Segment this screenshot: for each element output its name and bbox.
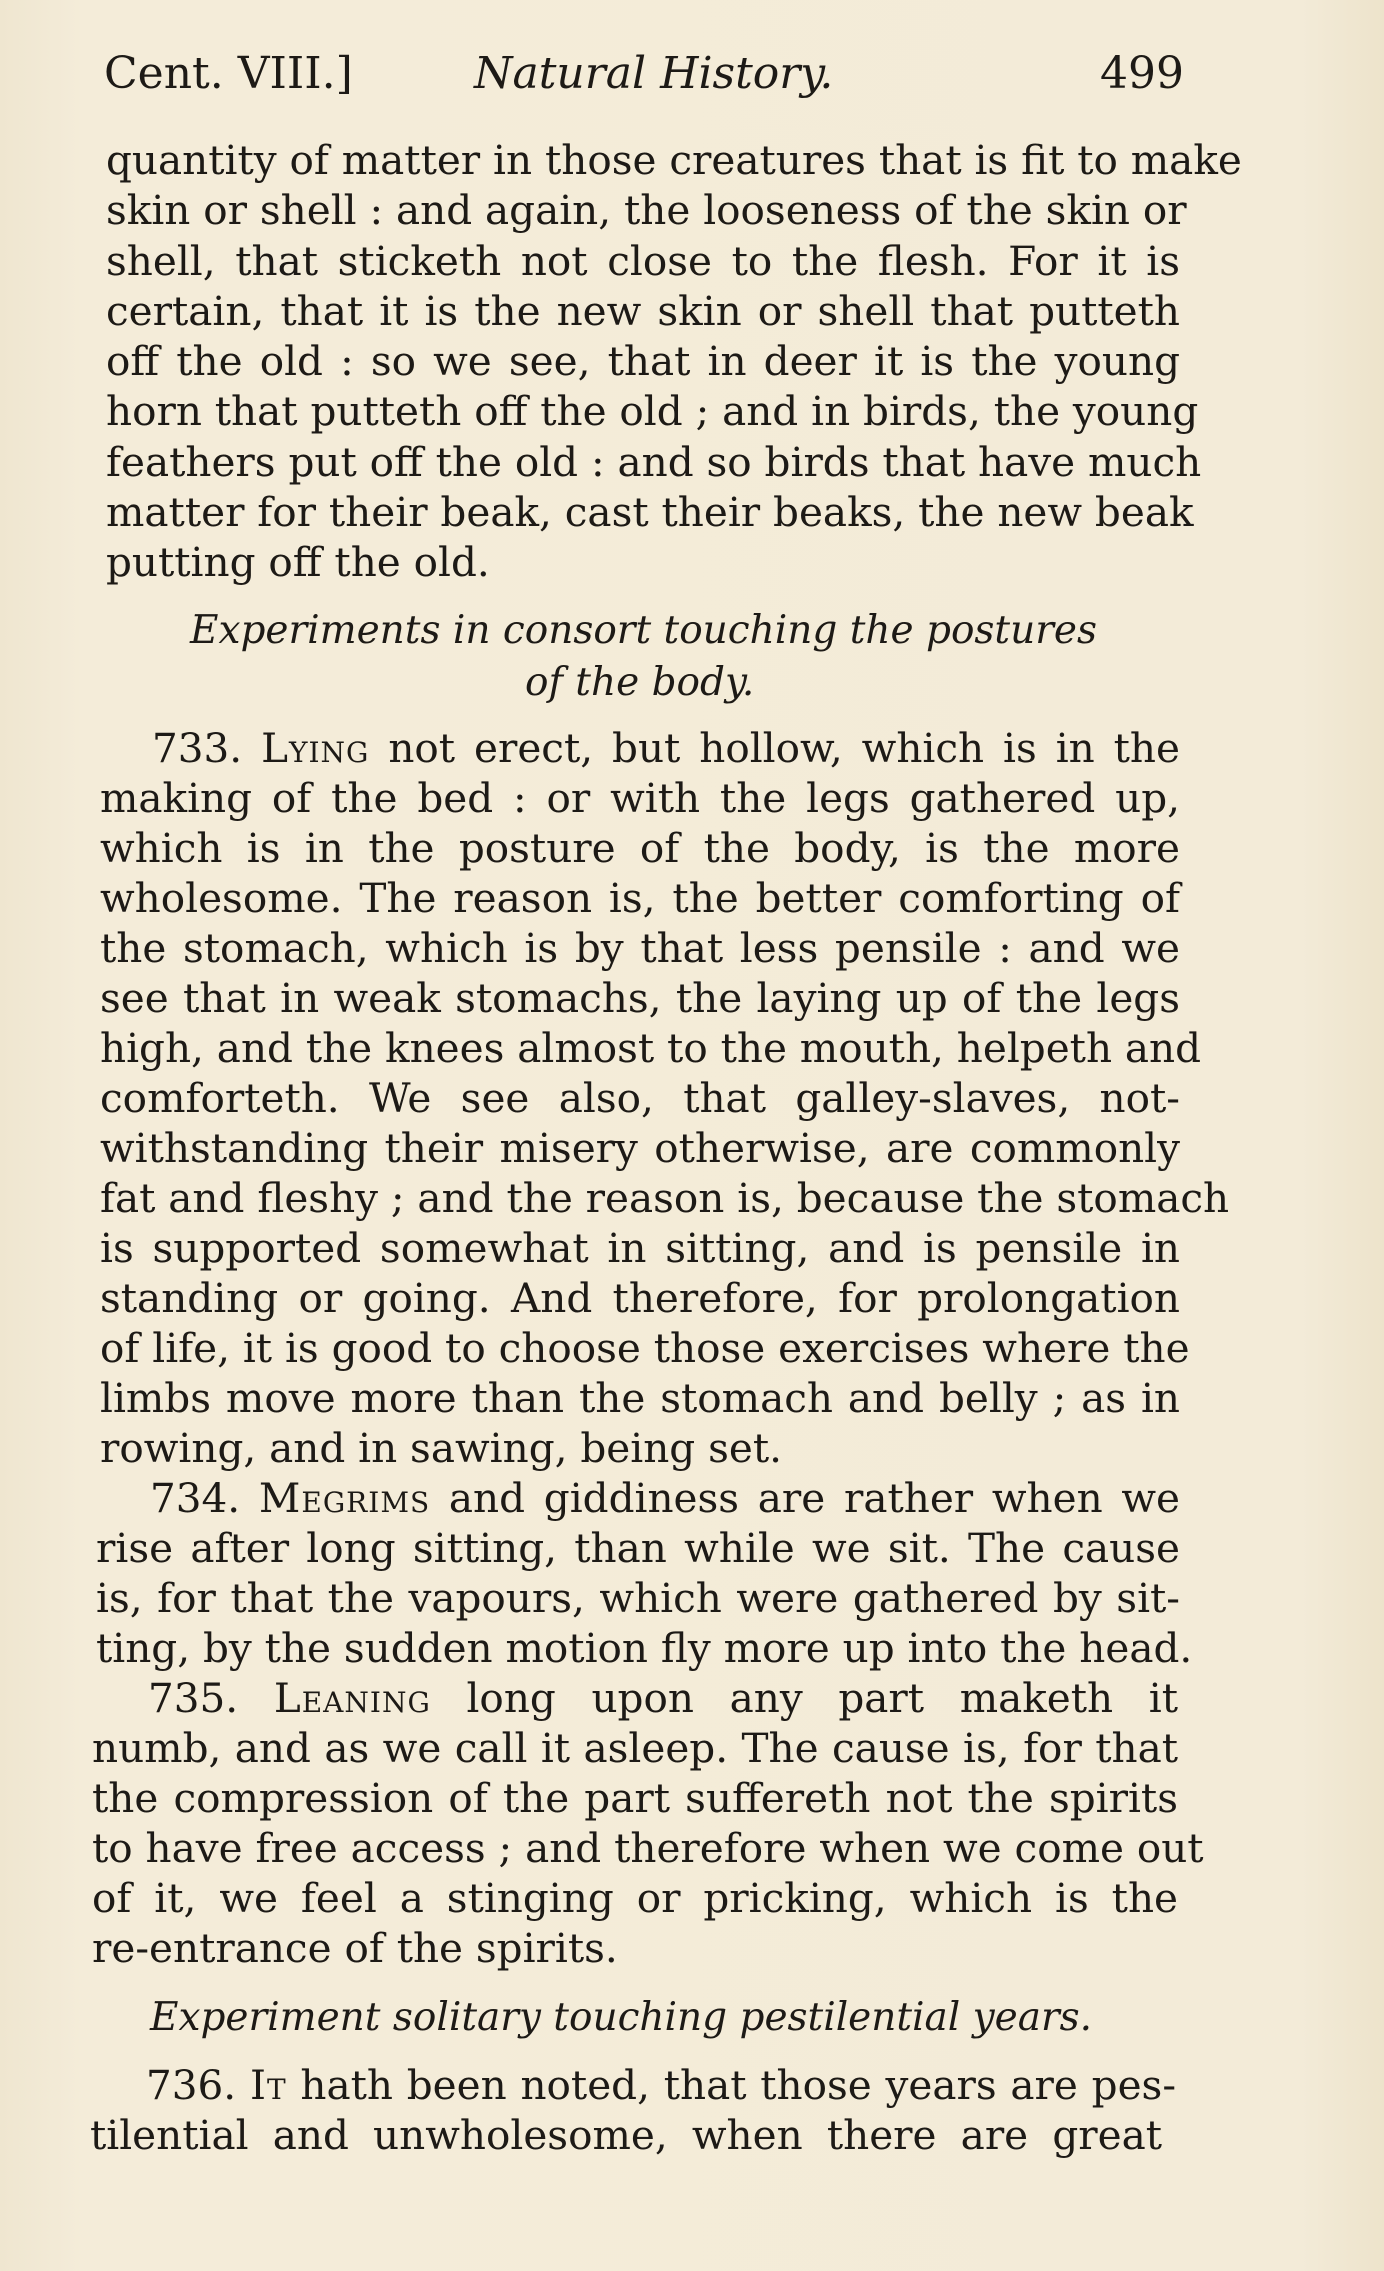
text-line: fat and fleshy ; and the reason is, because the stomach	[100, 1174, 1230, 1222]
paragraph-first-line-text: hath been noted, that those years are pes-	[300, 2061, 1177, 2109]
page-number: 499	[1100, 48, 1184, 99]
text-line: off the old : so we see, that in deer it is the young	[106, 337, 1180, 385]
paragraph-lead-word: Leaning	[273, 1674, 431, 1722]
paragraph-number: 735.	[148, 1674, 239, 1722]
text-line: limbs move more than the stomach and belly ; as in	[100, 1374, 1180, 1422]
paragraph-first-line-text: long upon any part maketh it	[466, 1674, 1179, 1722]
running-header-left: Cent. VIII.]	[104, 48, 353, 99]
paragraph-lead-word: Lying	[261, 724, 370, 772]
paragraph-first-line	[152, 723, 1180, 773]
running-header	[104, 48, 1184, 118]
paragraph-number: 736.	[146, 2061, 237, 2109]
text-line: putting off the old.	[106, 538, 490, 586]
text-line: see that in weak stomachs, the laying up of the legs	[100, 974, 1180, 1022]
text-line: horn that putteth off the old ; and in birds, the young	[106, 387, 1199, 435]
paragraph-lead-word: It	[249, 2061, 287, 2109]
text-line: high, and the knees almost to the mouth, helpeth and	[100, 1024, 1202, 1072]
text-line: ting, by the sudden motion fly more up into the head.	[96, 1624, 1193, 1672]
paragraph-first-line	[150, 1473, 1180, 1523]
paragraph-number: 733.	[152, 724, 243, 772]
text-line: of it, we feel a stinging or pricking, which is the	[92, 1874, 1178, 1922]
section-heading: Experiments in consort touching the postures	[190, 608, 1097, 653]
paragraph-first-line	[148, 1673, 1178, 1723]
running-header-title: Natural History.	[474, 48, 834, 99]
text-line: of life, it is good to choose those exercises where the	[100, 1324, 1190, 1372]
text-line: feathers put off the old : and so birds that have much	[106, 438, 1202, 486]
paragraph-first-line-text: not erect, but hollow, which is in the	[388, 724, 1180, 772]
paragraph-first-line	[146, 2060, 1176, 2110]
text-line: is supported somewhat in sitting, and is pensile in	[100, 1224, 1180, 1272]
text-line: is, for that the vapours, which were gathered by sit-	[96, 1574, 1180, 1622]
text-line: shell, that sticketh not close to the flesh. For it is	[106, 237, 1180, 285]
text-line: which is in the posture of the body, is the more	[100, 824, 1180, 872]
section-heading-continued: of the body.	[525, 660, 755, 705]
text-line: withstanding their misery otherwise, are commonly	[100, 1124, 1180, 1172]
text-line: comforteth. We see also, that galley-slaves, not-	[100, 1074, 1180, 1122]
text-line: rowing, and in sawing, being set.	[100, 1424, 782, 1472]
text-line: matter for their beak, cast their beaks, the new beak	[106, 488, 1194, 536]
text-line: the compression of the part suffereth not the spirits	[92, 1774, 1178, 1822]
text-line: numb, and as we call it asleep. The cause is, for that	[92, 1724, 1178, 1772]
text-line: re-entrance of the spirits.	[92, 1924, 618, 1972]
text-line: skin or shell : and again, the looseness of the skin or	[106, 186, 1187, 234]
paragraph-lead-word: Megrims	[258, 1474, 431, 1522]
text-line: rise after long sitting, than while we sit. The cause	[96, 1524, 1180, 1572]
text-line: the stomach, which is by that less pensile : and we	[100, 924, 1180, 972]
text-line: standing or going. And therefore, for prolongation	[100, 1274, 1180, 1322]
paragraph-first-line-text: and giddiness are rather when we	[448, 1474, 1181, 1522]
section-heading: Experiment solitary touching pestilential years.	[150, 1995, 1093, 2040]
text-line: certain, that it is the new skin or shell that putteth	[106, 287, 1180, 335]
paragraph-number: 734.	[150, 1474, 241, 1522]
text-line: quantity of matter in those creatures that is fit to make	[106, 136, 1242, 184]
text-line: to have free access ; and therefore when we come out	[92, 1824, 1204, 1872]
text-line: making of the bed : or with the legs gathered up,	[100, 774, 1180, 822]
text-line: tilential and unwholesome, when there are great	[90, 2111, 1162, 2159]
text-line: wholesome. The reason is, the better comforting of	[100, 874, 1180, 922]
